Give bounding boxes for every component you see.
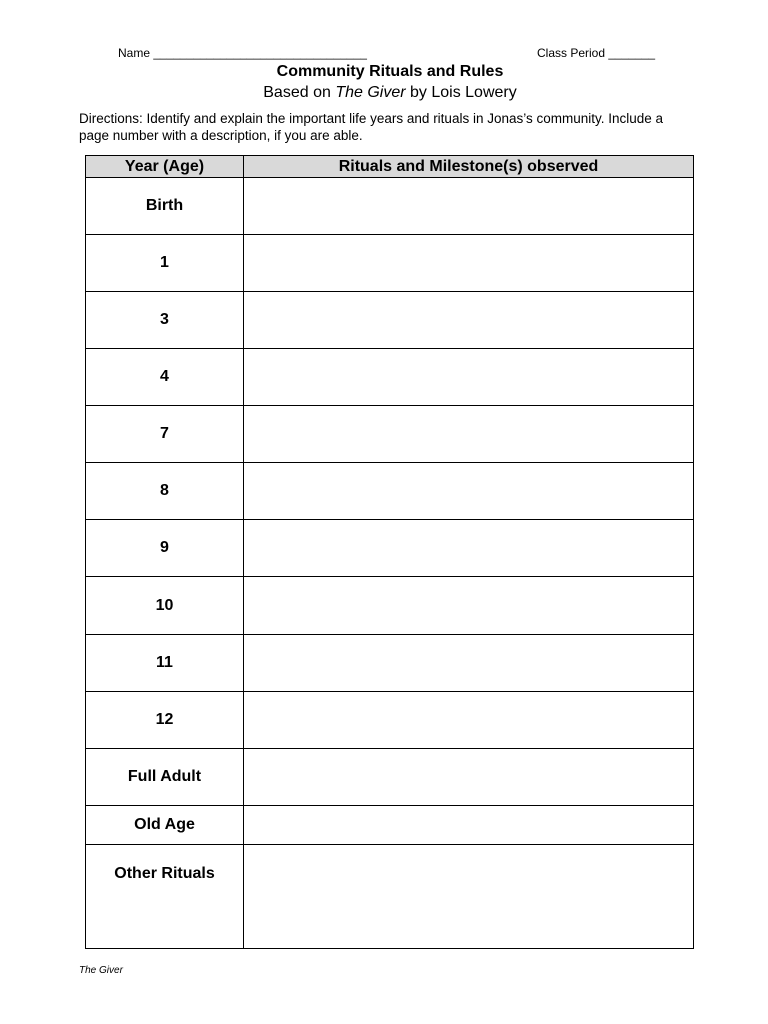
table-header-row — [86, 156, 694, 178]
ritual-cell[interactable] — [244, 845, 694, 949]
name-label: Name — [118, 46, 151, 60]
subtitle-prefix: Based on — [263, 84, 336, 101]
page-title: Community Rituals and Rules — [276, 63, 504, 80]
age-cell: 1 — [86, 235, 244, 292]
footer-text: The Giver — [79, 965, 123, 976]
age-cell: 11 — [86, 635, 244, 692]
class-period-label: Class Period — [537, 46, 606, 60]
age-cell: Birth — [86, 178, 244, 235]
book-title: The Giver — [335, 84, 406, 101]
ritual-cell[interactable] — [244, 349, 694, 406]
page-subtitle — [0, 84, 768, 102]
table-row — [86, 406, 694, 463]
directions-text: Directions: Identify and explain the important life years and rituals in Jonas’s community. Include a page number with a description, if you are able. — [79, 111, 664, 143]
age-cell: 9 — [86, 520, 244, 577]
ritual-cell[interactable] — [244, 692, 694, 749]
class-period-blank[interactable]: _______ — [608, 46, 656, 60]
name-field[interactable] — [118, 46, 367, 60]
table-row — [86, 577, 694, 635]
age-cell: Full Adult — [86, 749, 244, 806]
ritual-cell[interactable] — [244, 749, 694, 806]
ritual-cell[interactable] — [244, 292, 694, 349]
subtitle-suffix: by Lois Lowery — [405, 84, 517, 101]
age-cell: 4 — [86, 349, 244, 406]
ritual-cell[interactable] — [244, 806, 694, 845]
table-row — [86, 292, 694, 349]
age-cell: 10 — [86, 577, 244, 635]
age-cell: Old Age — [86, 806, 244, 845]
table-row — [86, 806, 694, 845]
class-period-field[interactable] — [537, 46, 655, 60]
age-cell: Other Rituals — [86, 845, 244, 949]
rituals-table — [85, 155, 694, 949]
ritual-cell[interactable] — [244, 178, 694, 235]
header-year-age: Year (Age) — [86, 156, 244, 178]
table-row — [86, 749, 694, 806]
table-row — [86, 520, 694, 577]
table-row — [86, 178, 694, 235]
table-row — [86, 463, 694, 520]
age-cell: 7 — [86, 406, 244, 463]
ritual-cell[interactable] — [244, 463, 694, 520]
ritual-cell[interactable] — [244, 235, 694, 292]
table-row — [86, 692, 694, 749]
table-row — [86, 845, 694, 949]
header-rituals: Rituals and Milestone(s) observed — [244, 156, 694, 178]
ritual-cell[interactable] — [244, 577, 694, 635]
table-row — [86, 635, 694, 692]
age-cell: 3 — [86, 292, 244, 349]
age-cell: 8 — [86, 463, 244, 520]
ritual-cell[interactable] — [244, 406, 694, 463]
name-blank[interactable]: ________________________________ — [153, 46, 367, 60]
age-cell: 12 — [86, 692, 244, 749]
table-row — [86, 349, 694, 406]
ritual-cell[interactable] — [244, 520, 694, 577]
ritual-cell[interactable] — [244, 635, 694, 692]
table-row — [86, 235, 694, 292]
